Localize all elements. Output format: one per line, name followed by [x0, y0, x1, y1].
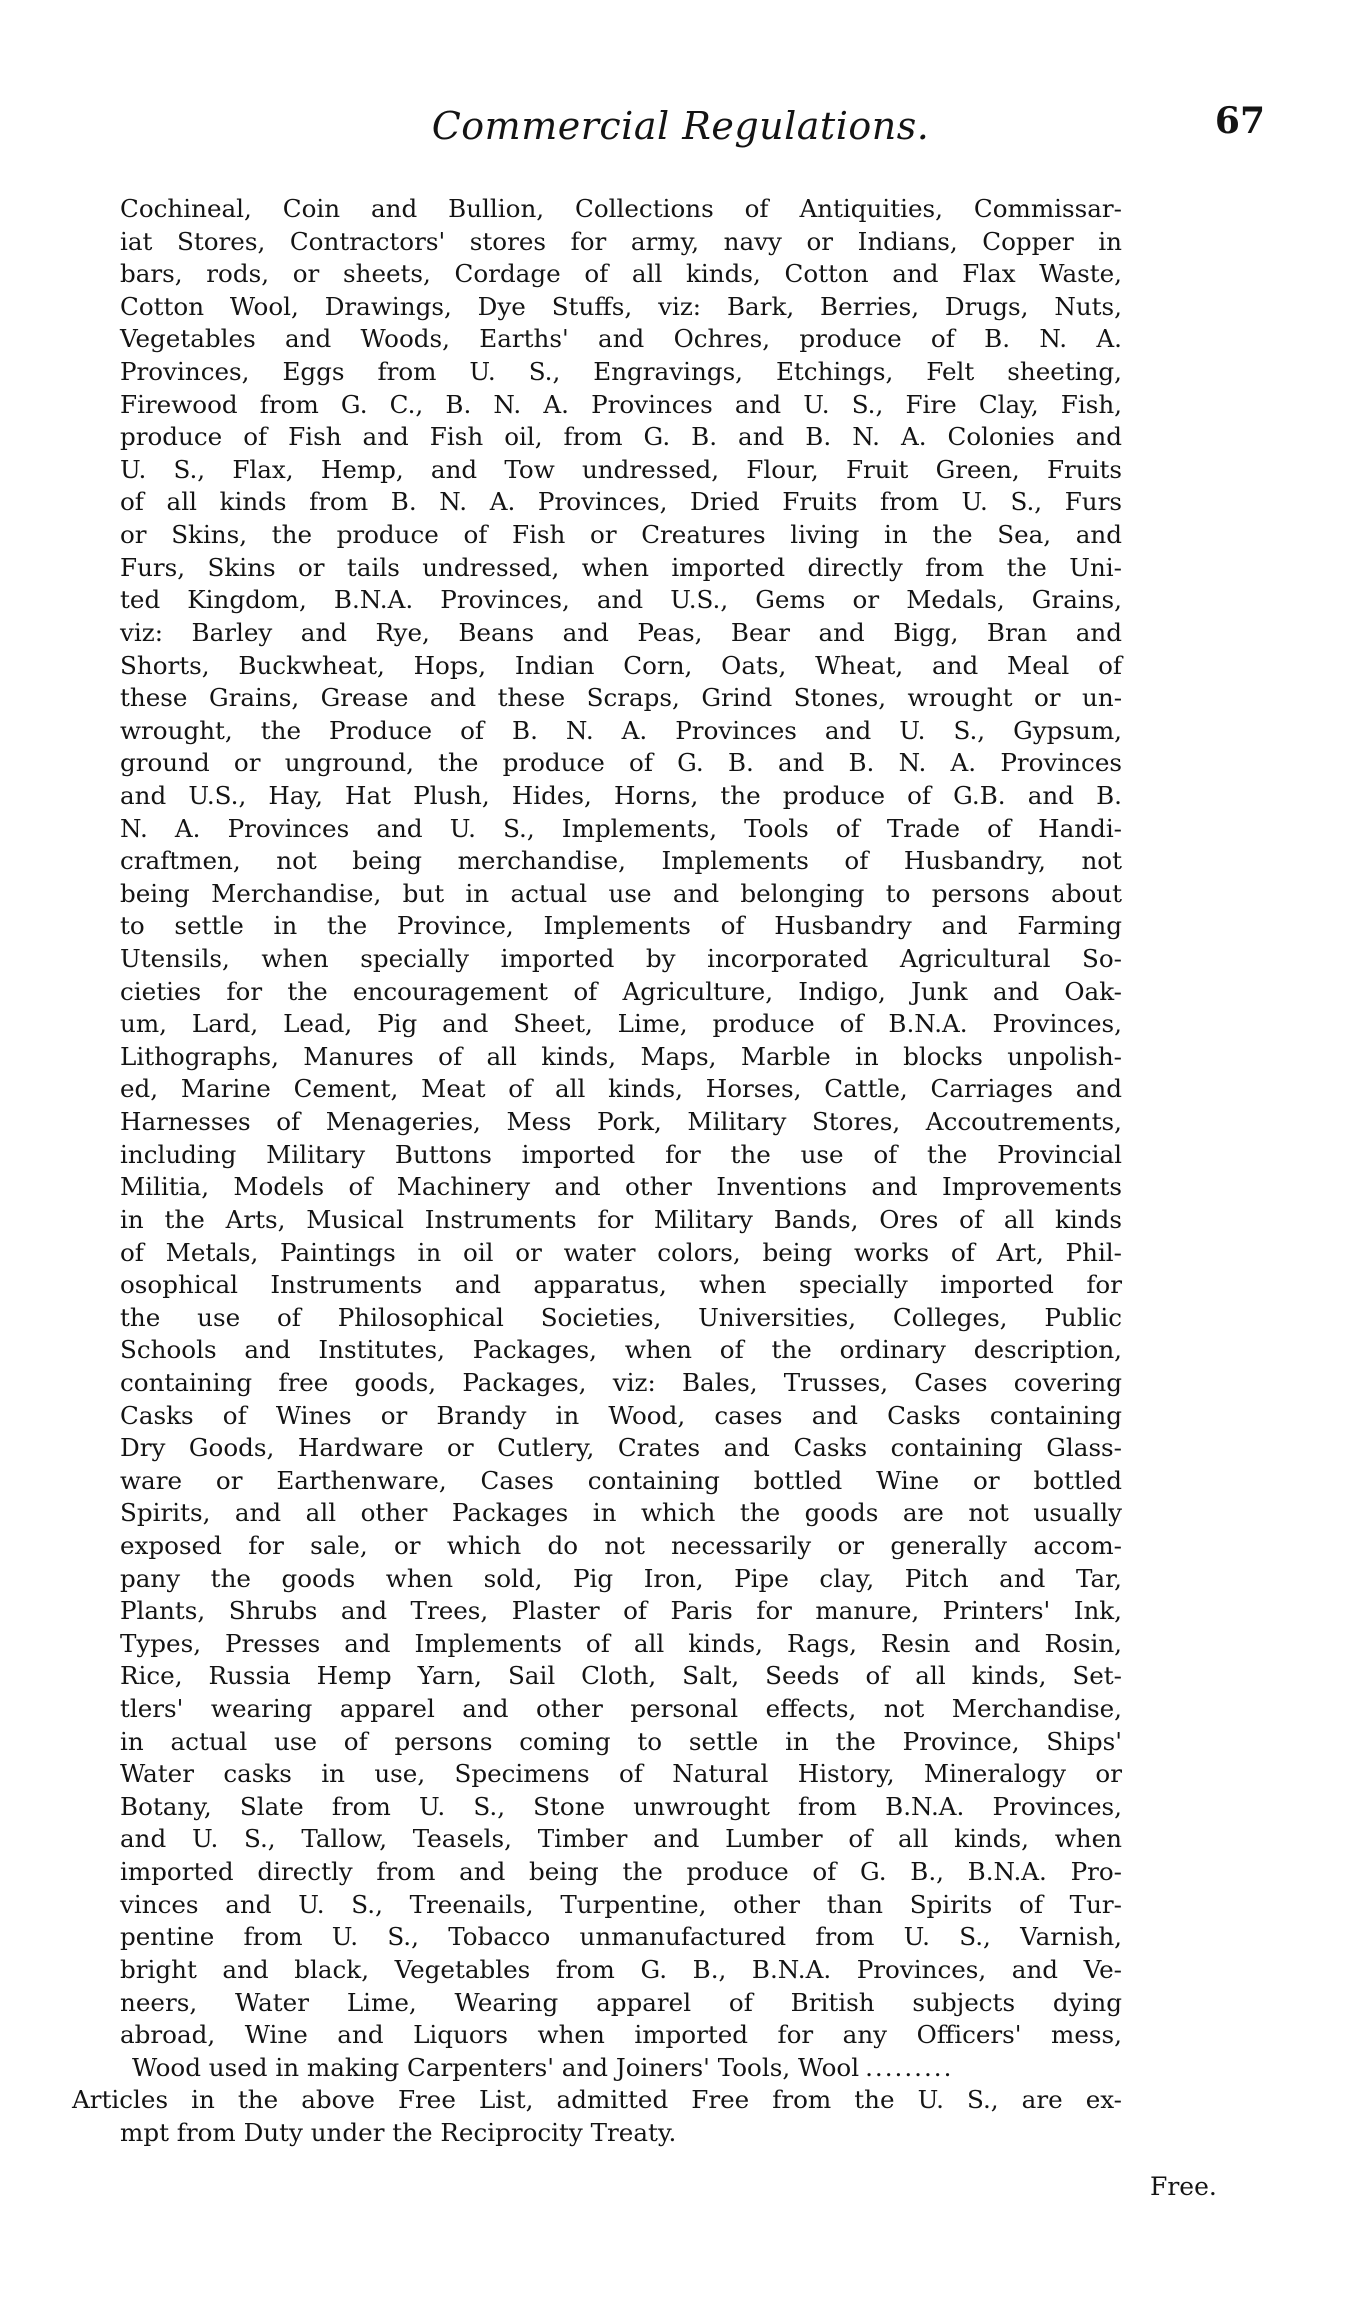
text-line: bright and black, Vegetables from G. B., B.N.A. Provinces, and Ve- [120, 1954, 1122, 1984]
text-line: Botany, Slate from U. S., Stone unwrought from B.N.A. Provinces, [120, 1791, 1122, 1821]
free-list-paragraph [72, 193, 1122, 2150]
text-line: wrought, the Produce of B. N. A. Provinces and U. S., Gypsum, [120, 715, 1122, 745]
page-number: 67 [1214, 100, 1265, 142]
text-line: Harnesses of Menageries, Mess Pork, Military Stores, Accoutrements, [120, 1107, 1122, 1137]
text-line: containing free goods, Packages, viz: Bales, Trusses, Cases covering [120, 1367, 1122, 1397]
text-line: Schools and Institutes, Packages, when of the ordinary description, [120, 1335, 1122, 1365]
text-line: N. A. Provinces and U. S., Implements, Tools of Trade of Handi- [120, 813, 1122, 843]
text-line: ware or Earthenware, Cases containing bottled Wine or bottled [120, 1465, 1122, 1495]
text-line: Water casks in use, Specimens of Natural History, Mineralogy or [120, 1759, 1122, 1789]
text-line: these Grains, Grease and these Scraps, Grind Stones, wrought or un- [120, 683, 1122, 713]
text-line: Militia, Models of Machinery and other Inventions and Improvements [120, 1172, 1122, 1202]
text-line: ground or unground, the produce of G. B. and B. N. A. Provinces [120, 748, 1122, 778]
text-line: Cotton Wool, Drawings, Dye Stuffs, viz: Bark, Berries, Drugs, Nuts, [120, 291, 1122, 321]
text-line: Types, Presses and Implements of all kinds, Rags, Resin and Rosin, [120, 1628, 1122, 1658]
free-label: Free. [1150, 2172, 1217, 2201]
free-list-lines [120, 193, 1122, 2052]
text-line: the use of Philosophical Societies, Universities, Colleges, Public [120, 1302, 1122, 1332]
text-line: Rice, Russia Hemp Yarn, Sail Cloth, Salt, Seeds of all kinds, Set- [120, 1661, 1122, 1691]
text-line: osophical Instruments and apparatus, when specially imported for [120, 1270, 1122, 1300]
text-line: iat Stores, Contractors' stores for army, navy or Indians, Copper in [120, 226, 1122, 256]
running-title: Commercial Regulations. [431, 104, 930, 148]
text-line: or Skins, the produce of Fish or Creatures living in the Sea, and [120, 520, 1122, 550]
text-line: Furs, Skins or tails undressed, when imported directly from the Uni- [120, 552, 1122, 582]
text-line: including Military Buttons imported for the use of the Provincial [120, 1139, 1122, 1169]
leader-dots: ......... [865, 2052, 954, 2082]
text-line: of all kinds from B. N. A. Provinces, Dried Fruits from U. S., Furs [120, 487, 1122, 517]
text-line: in actual use of persons coming to settle in the Province, Ships' [120, 1726, 1122, 1756]
text-line: U. S., Flax, Hemp, and Tow undressed, Flour, Fruit Green, Fruits [120, 454, 1122, 484]
text-line: Vegetables and Woods, Earths' and Ochres, produce of B. N. A. [120, 324, 1122, 354]
final-list-line [132, 2052, 1122, 2085]
footnote-line-2: mpt from Duty under the Reciprocity Treaty. [120, 2117, 677, 2147]
text-line: pentine from U. S., Tobacco unmanufactured from U. S., Varnish, [120, 1922, 1122, 1952]
text-line: um, Lard, Lead, Pig and Sheet, Lime, produce of B.N.A. Provinces, [120, 1009, 1122, 1039]
text-line: produce of Fish and Fish oil, from G. B. and B. N. A. Colonies and [120, 422, 1122, 452]
text-line: Plants, Shrubs and Trees, Plaster of Paris for manure, Printers' Ink, [120, 1596, 1122, 1626]
text-line: and U.S., Hay, Hat Plush, Hides, Horns, the produce of G.B. and B. [120, 780, 1122, 810]
text-line: Lithographs, Manures of all kinds, Maps, Marble in blocks unpolish- [120, 1041, 1122, 1071]
text-line: ted Kingdom, B.N.A. Provinces, and U.S., Gems or Medals, Grains, [120, 585, 1122, 615]
text-line: abroad, Wine and Liquors when imported for any Officers' mess, [120, 2020, 1122, 2050]
text-line: craftmen, not being merchandise, Implements of Husbandry, not [120, 846, 1122, 876]
text-line: Provinces, Eggs from U. S., Engravings, Etchings, Felt sheeting, [120, 357, 1122, 387]
text-line: tlers' wearing apparel and other personal effects, not Merchandise, [120, 1694, 1122, 1724]
text-line: vinces and U. S., Treenails, Turpentine, other than Spirits of Tur- [120, 1889, 1122, 1919]
text-line: and U. S., Tallow, Teasels, Timber and Lumber of all kinds, when [120, 1824, 1122, 1854]
text-line: Firewood from G. C., B. N. A. Provinces and U. S., Fire Clay, Fish, [120, 389, 1122, 419]
text-line: neers, Water Lime, Wearing apparel of British subjects dying [120, 1987, 1122, 2017]
text-line: Utensils, when specially imported by incorporated Agricultural So- [120, 944, 1122, 974]
text-line: Spirits, and all other Packages in which the goods are not usually [120, 1498, 1122, 1528]
text-line: in the Arts, Musical Instruments for Military Bands, Ores of all kinds [120, 1204, 1122, 1234]
text-line: Casks of Wines or Brandy in Wood, cases and Casks containing [120, 1400, 1122, 1430]
page-header [0, 100, 1361, 164]
text-line: of Metals, Paintings in oil or water colors, being works of Art, Phil- [120, 1237, 1122, 1267]
text-line: Cochineal, Coin and Bullion, Collections of Antiquities, Commissar- [120, 194, 1122, 223]
text-line: viz: Barley and Rye, Beans and Peas, Bear and Bigg, Bran and [120, 617, 1122, 647]
text-line: imported directly from and being the produce of G. B., B.N.A. Pro- [120, 1857, 1122, 1887]
text-line: Dry Goods, Hardware or Cutlery, Crates and Casks containing Glass- [120, 1433, 1122, 1463]
text-line: being Merchandise, but in actual use and belonging to persons about [120, 878, 1122, 908]
final-list-text: Wood used in making Carpenters' and Joiners' Tools, Wool [132, 2052, 860, 2082]
footnote-line-1: Articles in the above Free List, admitted Free from the U. S., are ex- [72, 2085, 1122, 2115]
text-line: cieties for the encouragement of Agriculture, Indigo, Junk and Oak- [120, 976, 1122, 1006]
text-line: ed, Marine Cement, Meat of all kinds, Horses, Cattle, Carriages and [120, 1074, 1122, 1104]
text-line: bars, rods, or sheets, Cordage of all kinds, Cotton and Flax Waste, [120, 259, 1122, 289]
text-line: pany the goods when sold, Pig Iron, Pipe clay, Pitch and Tar, [120, 1563, 1122, 1593]
text-line: Shorts, Buckwheat, Hops, Indian Corn, Oats, Wheat, and Meal of [120, 650, 1122, 680]
text-line: to settle in the Province, Implements of Husbandry and Farming [120, 911, 1122, 941]
text-line: exposed for sale, or which do not necessarily or generally accom- [120, 1530, 1122, 1560]
